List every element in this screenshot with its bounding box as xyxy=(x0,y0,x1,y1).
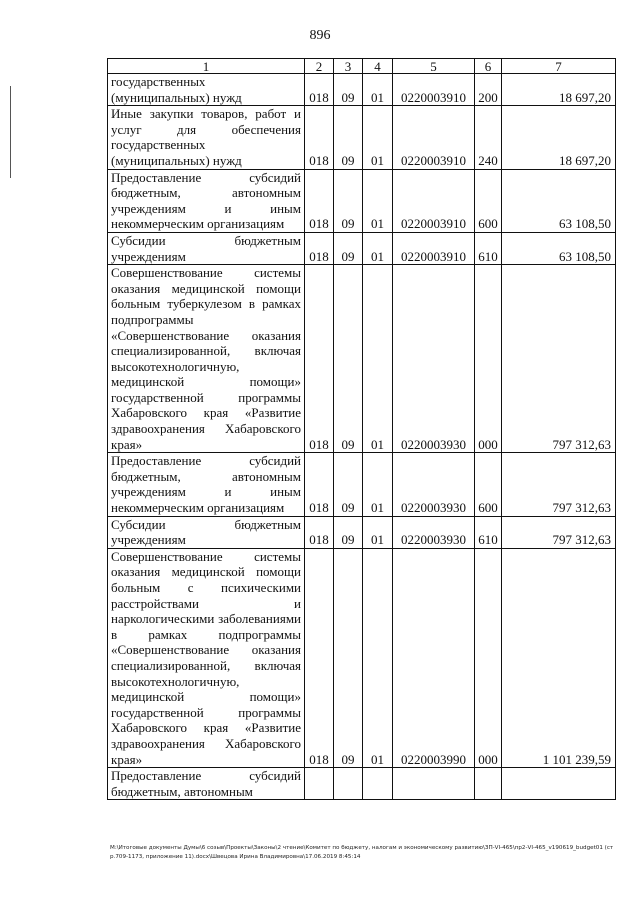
row-code-section: 09 xyxy=(334,548,363,767)
row-code-target: 0220003910 xyxy=(393,169,475,232)
row-code-subsection: 01 xyxy=(363,232,393,264)
row-name: Совершенствование системы оказания медицинской помощи больным с психическими расстройствами и наркологическими заболеваниями в рамках подпрограммы «Совершенствование оказания специализированной, включая высокотехнологичную, медицинской помощи» государственной программы Хабаровского края «Развитие здравоохранения Хабаровского края» xyxy=(108,548,305,767)
row-code-ministry xyxy=(305,768,334,800)
column-header: 6 xyxy=(475,59,502,74)
row-code-subsection xyxy=(363,768,393,800)
column-header: 3 xyxy=(334,59,363,74)
scan-margin-line xyxy=(10,86,11,178)
row-code-ministry: 018 xyxy=(305,232,334,264)
row-code-subsection: 01 xyxy=(363,548,393,767)
row-amount: 63 108,50 xyxy=(502,232,616,264)
row-amount: 797 312,63 xyxy=(502,453,616,516)
row-name: Субсидии бюджетным учреждениям xyxy=(108,232,305,264)
column-header: 2 xyxy=(305,59,334,74)
row-code-ministry: 018 xyxy=(305,453,334,516)
row-code-section: 09 xyxy=(334,74,363,106)
table-row xyxy=(108,232,616,264)
row-code-ministry: 018 xyxy=(305,548,334,767)
row-name: государственных (муниципальных) нужд xyxy=(108,74,305,106)
row-amount: 797 312,63 xyxy=(502,516,616,548)
table-row xyxy=(108,453,616,516)
row-code-subsection: 01 xyxy=(363,74,393,106)
row-name: Совершенствование системы оказания медицинской помощи больным туберкулезом в рамках подпрограммы «Совершенствование оказания специализированной, включая высокотехнологичную, медицинской помощи» государственной программы Хабаровского края «Развитие здравоохранения Хабаровского края» xyxy=(108,265,305,453)
row-amount: 797 312,63 xyxy=(502,265,616,453)
row-name: Предоставление субсидий бюджетным, автономным учреждениям и иным некоммерческим организациям xyxy=(108,453,305,516)
table-row xyxy=(108,106,616,169)
row-code-expense-type: 600 xyxy=(475,169,502,232)
row-amount: 63 108,50 xyxy=(502,169,616,232)
row-code-target: 0220003930 xyxy=(393,516,475,548)
row-code-section xyxy=(334,768,363,800)
row-amount xyxy=(502,768,616,800)
row-code-section: 09 xyxy=(334,516,363,548)
column-header: 7 xyxy=(502,59,616,74)
row-code-target: 0220003930 xyxy=(393,453,475,516)
table-row xyxy=(108,74,616,106)
row-name: Предоставление субсидий бюджетным, автономным учреждениям и иным некоммерческим организациям xyxy=(108,169,305,232)
row-code-expense-type: 200 xyxy=(475,74,502,106)
budget-table xyxy=(107,58,616,800)
row-code-expense-type xyxy=(475,768,502,800)
row-code-expense-type: 000 xyxy=(475,548,502,767)
row-code-subsection: 01 xyxy=(363,169,393,232)
row-amount: 1 101 239,59 xyxy=(502,548,616,767)
row-code-target: 0220003910 xyxy=(393,106,475,169)
table-header-row xyxy=(108,59,616,74)
row-code-target: 0220003930 xyxy=(393,265,475,453)
row-code-expense-type: 610 xyxy=(475,516,502,548)
page-number: 896 xyxy=(309,28,331,43)
row-code-expense-type: 600 xyxy=(475,453,502,516)
row-code-section: 09 xyxy=(334,453,363,516)
row-name: Субсидии бюджетным учреждениям xyxy=(108,516,305,548)
row-amount: 18 697,20 xyxy=(502,106,616,169)
row-code-ministry: 018 xyxy=(305,74,334,106)
row-name: Предоставление субсидий бюджетным, автономным xyxy=(108,768,305,800)
row-code-subsection: 01 xyxy=(363,106,393,169)
row-code-ministry: 018 xyxy=(305,516,334,548)
row-code-target: 0220003910 xyxy=(393,74,475,106)
table-row xyxy=(108,768,616,800)
row-code-subsection: 01 xyxy=(363,516,393,548)
table-row xyxy=(108,516,616,548)
row-code-ministry: 018 xyxy=(305,265,334,453)
row-code-section: 09 xyxy=(334,265,363,453)
row-code-section: 09 xyxy=(334,169,363,232)
table-row xyxy=(108,265,616,453)
row-code-target xyxy=(393,768,475,800)
row-code-subsection: 01 xyxy=(363,453,393,516)
column-header: 4 xyxy=(363,59,393,74)
row-code-expense-type: 610 xyxy=(475,232,502,264)
row-code-expense-type: 240 xyxy=(475,106,502,169)
row-code-subsection: 01 xyxy=(363,265,393,453)
table-row xyxy=(108,548,616,767)
table-row xyxy=(108,169,616,232)
document-path-footer: M:\Итоговые документы Думы\6 созыв\Проекты\Законы\2 чтение\Комитет по бюджету, налогам и экономическому развитию\ЗП-VI-465\пр2-VI-465_v190619_budget01 (стр.709-1173, приложение 11).docx\Швецова Ирина Владимировна\17.06.2019 8:45:14 xyxy=(110,845,614,860)
row-code-target: 0220003990 xyxy=(393,548,475,767)
row-code-section: 09 xyxy=(334,232,363,264)
column-header: 1 xyxy=(108,59,305,74)
row-code-target: 0220003910 xyxy=(393,232,475,264)
row-name: Иные закупки товаров, работ и услуг для обеспечения государственных (муниципальных) нужд xyxy=(108,106,305,169)
row-code-ministry: 018 xyxy=(305,169,334,232)
row-code-section: 09 xyxy=(334,106,363,169)
row-code-ministry: 018 xyxy=(305,106,334,169)
row-amount: 18 697,20 xyxy=(502,74,616,106)
column-header: 5 xyxy=(393,59,475,74)
row-code-expense-type: 000 xyxy=(475,265,502,453)
